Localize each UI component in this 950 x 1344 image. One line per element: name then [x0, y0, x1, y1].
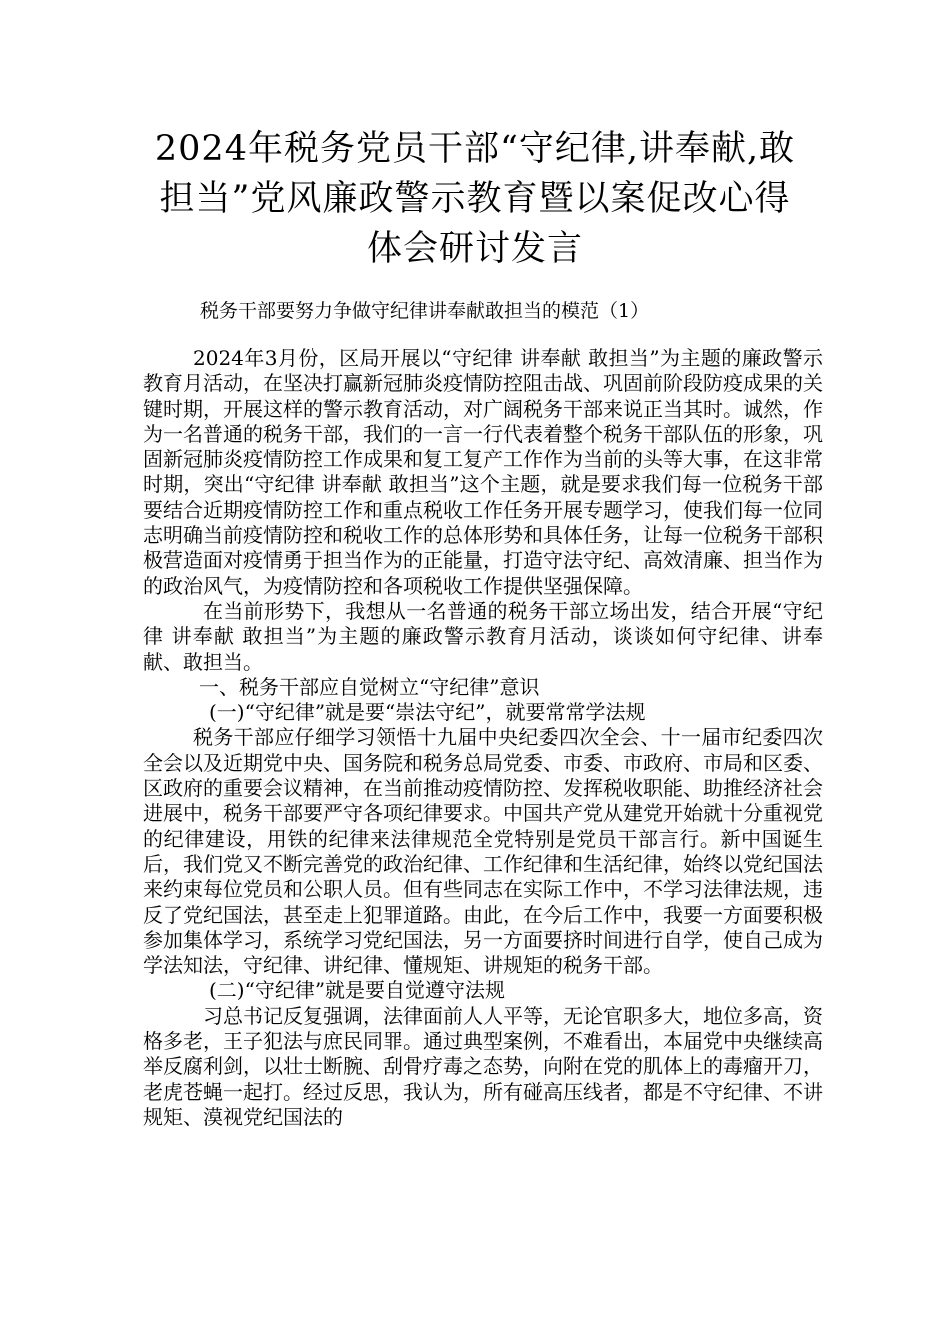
paragraph-context: 在当前形势下，我想从一名普通的税务干部立场出发，结合开展“守纪律 讲奉献 敢担当”为主题的廉政警示教育月活动，谈谈如何守纪律、讲奉献、敢担当。 — [143, 598, 823, 674]
section-heading-1: 一、税务干部应自觉树立“守纪律”意识 — [199, 674, 540, 699]
document-body — [143, 346, 823, 1130]
title-line-1: 2024年税务党员干部“守纪律,讲奉献,敢 — [154, 129, 796, 169]
title-line-2: 担当”党风廉政警示教育暨以案促改心得 — [159, 179, 791, 219]
paragraph-intro: 2024年3月份，区局开展以“守纪律 讲奉献 敢担当”为主题的廉政警示教育月活动，在坚决打赢新冠肺炎疫情防控阻击战、巩固前阶段防疫成果的关键时期，开展这样的警示教育活动，对广阔税务干部来说正当其时。诚然，作为一名普通的税务干部，我们的一言一行代表着整个税务干部队伍的形象，巩固新冠肺炎疫情防控工作成果和复工复产工作作为当前的头等大事，在这非常时期，突出“守纪律 讲奉献 敢担当”这个主题，就是要求我们每一位税务干部要结合近期疫情防控工作和重点税收工作任务开展专题学习，使我们每一位同志明确当前疫情防控和税收工作的总体形势和具体任务，让每一位税务干部积极营造面对疫情勇于担当作为的正能量，打造守法守纪、高效清廉、担当作为的政治风气，为疫情防控和各项税收工作提供坚强保障。 — [143, 346, 823, 598]
subsection-heading-2: (二)“守纪律”就是要自觉遵守法规 — [209, 978, 506, 1003]
document-subtitle: 税务干部要努力争做守纪律讲奉献敢担当的模范（1） — [200, 300, 650, 322]
subsection-heading-1: (一)“守纪律”就是要“崇法守纪”，就要常常学法规 — [209, 700, 646, 725]
document-title — [140, 124, 810, 274]
paragraph-obey-law: 习总书记反复强调，法律面前人人平等，无论官职多大，地位多高，资格多老，王子犯法与庶民同罪。通过典型案例，不难看出，本届党中央继续高举反腐利剑，以壮士断腕、刮骨疗毒之态势，向附在党的肌体上的毒瘤开刀，老虎苍蝇一起打。经过反思，我认为，所有碰高压线者，都是不守纪律、不讲规矩、漠视党纪国法的 — [143, 1003, 823, 1129]
title-line-3: 体会研讨发言 — [366, 229, 583, 269]
paragraph-study-law: 税务干部应仔细学习领悟十九届中央纪委四次全会、十一届市纪委四次全会以及近期党中央、国务院和税务总局党委、市委、市政府、市局和区委、区政府的重要会议精神，在当前推动疫情防控、发挥税收职能、助推经济社会进展中，税务干部要严守各项纪律要求。中国共产党从建党开始就十分重视党的纪律建设，用铁的纪律来法律规范全党特别是党员干部言行。新中国诞生后，我们党又不断完善党的政治纪律、工作纪律和生活纪律，始终以党纪国法来约束每位党员和公职人员。但有些同志在实际工作中，不学习法律法规，违反了党纪国法，甚至走上犯罪道路。由此，在今后工作中，我要一方面要积极参加集体学习，系统学习党纪国法，另一方面要挤时间进行自学，使自己成为学法知法，守纪律、讲纪律、懂规矩、讲规矩的税务干部。 — [143, 725, 823, 978]
